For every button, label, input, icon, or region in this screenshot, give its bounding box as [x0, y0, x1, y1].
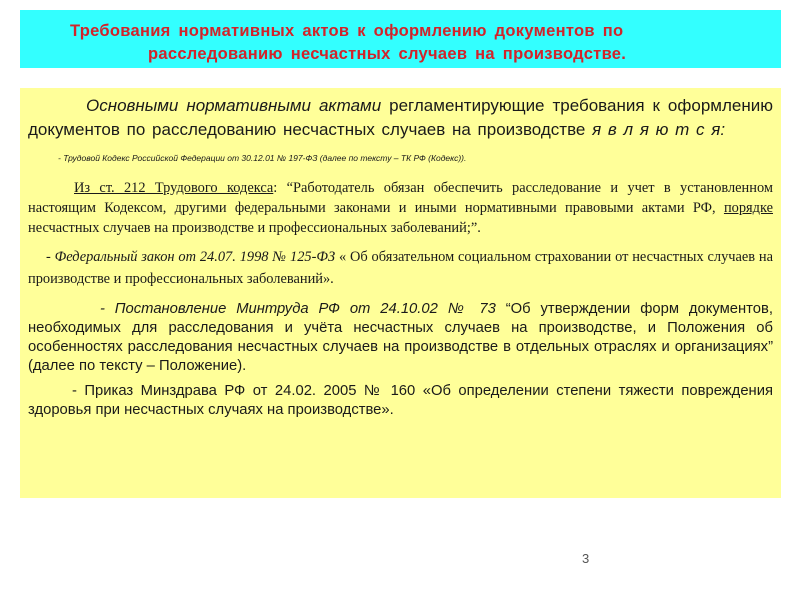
slide-title-line-2: расследованию несчастных случаев на производстве.: [148, 45, 627, 63]
intro-ending: я в л я ю т с я:: [592, 120, 726, 139]
labor-code-reference: Из ст. 212 Трудового кодекса: [74, 180, 274, 196]
resolution-title: - Постановление Минтруда РФ от 24.10.02 № 73: [100, 301, 496, 317]
slide-title-line-1: Требования нормативных актов к оформлению документов по: [70, 22, 624, 40]
federal-law-paragraph: - Федеральный закон от 24.07. 1998 № 125-ФЗ « Об обязательном социальном страховании от несчастных случаев на производстве и профессиональных заболеваний».: [28, 249, 774, 287]
page-number: 3: [582, 551, 590, 566]
labor-code-quote-2: несчастных случаев на производстве и профессиональных заболеваний;”.: [28, 220, 481, 236]
labor-code-paragraph: Из ст. 212 Трудового кодекса: “Работодатель обязан обеспечить расследование и учет в установленном настоящим Кодексом, другими федеральными законами и иными нормативными правовыми актами РФ, порядке несчастных случаев на производстве и профессиональных заболеваний;”.: [28, 180, 773, 236]
tk-note: - Трудовой Кодекс Российской Федерации от 30.12.01 № 197-ФЗ (далее по тексту – ТК РФ (Кодекс)).: [58, 153, 467, 163]
intro-text: регламентирующие требования к оформлению документов по расследованию несчастных случаев на производстве: [28, 96, 773, 139]
federal-law-title: Федеральный закон от 24.07. 1998 № 125-ФЗ: [54, 249, 336, 265]
labor-code-quote-1: “Работодатель обязан обеспечить расследование и учет в установленном настоящим Кодексом, другими федеральными законами и иными нормативными правовыми актами РФ,: [28, 180, 773, 216]
intro-italic: Основными нормативными актами: [86, 96, 382, 115]
intro-paragraph: [28, 94, 773, 142]
slide-title: [20, 10, 781, 68]
resolution-text: “Об утверждении форм документов, необходимых для расследования и учёта несчастных случаев на производстве, и Положения об особенностях расследования несчастных случаев на производстве в отдельных отраслях и организациях” (далее по тексту – Положение).: [28, 301, 773, 374]
resolution-paragraph: [28, 300, 773, 376]
federal-law-text: « Об обязательном социальном страховании от несчастных случаев на производстве и профессиональных заболеваний».: [28, 249, 774, 287]
labor-code-order: порядке: [723, 200, 773, 216]
order-paragraph: - Приказ Минздрава РФ от 24.02. 2005 № 160 «Об определении степени тяжести повреждения здоровья при несчастных случаях на производстве».: [28, 383, 773, 418]
content-box: [20, 88, 781, 498]
